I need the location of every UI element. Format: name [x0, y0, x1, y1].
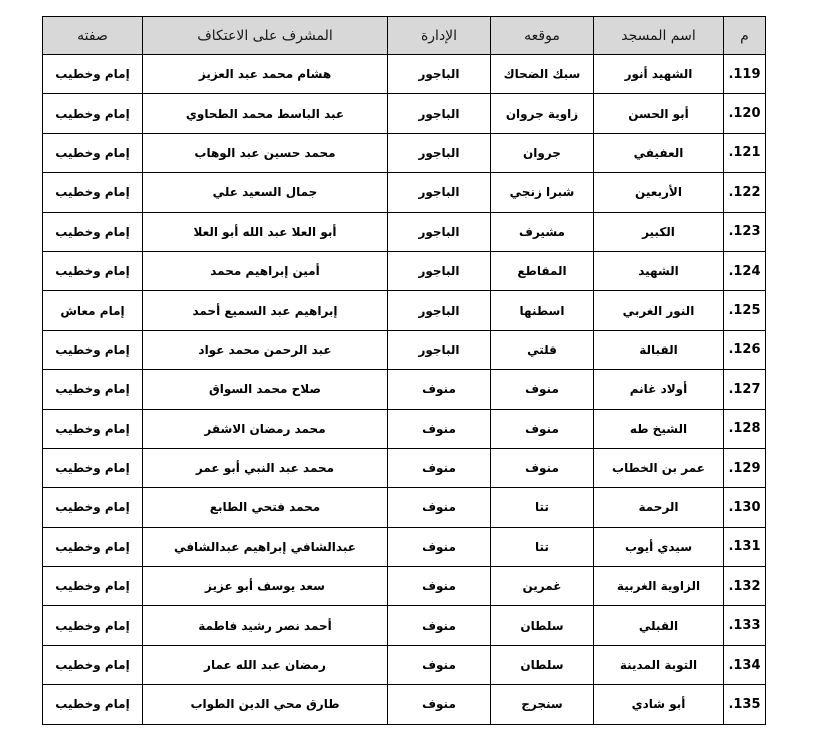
mosque-name-cell: أبو شادي	[594, 685, 724, 724]
administration-cell: الباجور	[388, 133, 491, 172]
table-row	[43, 685, 766, 724]
administration-cell: الباجور	[388, 212, 491, 251]
title-cell: إمام وخطيب	[43, 645, 143, 684]
row-number-cell: .133	[724, 606, 766, 645]
location-cell: قلتي	[491, 330, 594, 369]
table-row	[43, 291, 766, 330]
title-cell: إمام وخطيب	[43, 173, 143, 212]
row-number-cell: .134	[724, 645, 766, 684]
supervisor-cell: محمد رمضان الاشقر	[143, 409, 388, 448]
row-number-cell: .132	[724, 567, 766, 606]
row-number-cell: .119	[724, 55, 766, 94]
row-number-cell: .122	[724, 173, 766, 212]
table-row	[43, 212, 766, 251]
location-cell: غمرين	[491, 567, 594, 606]
title-cell: إمام وخطيب	[43, 527, 143, 566]
row-number-cell: .123	[724, 212, 766, 251]
location-cell: سلطان	[491, 645, 594, 684]
supervisor-cell: عبد الباسط محمد الطحاوي	[143, 94, 388, 133]
table-row	[43, 567, 766, 606]
mosque-name-cell: الأربعين	[594, 173, 724, 212]
title-cell: إمام وخطيب	[43, 409, 143, 448]
administration-cell: منوف	[388, 567, 491, 606]
location-cell: سبك الضحاك	[491, 55, 594, 94]
administration-cell: منوف	[388, 685, 491, 724]
location-cell: تتا	[491, 488, 594, 527]
mosque-name-cell: القبالة	[594, 330, 724, 369]
mosque-name-cell: عمر بن الخطاب	[594, 448, 724, 487]
mosque-name-cell: الرحمة	[594, 488, 724, 527]
mosque-name-cell: النور الغربي	[594, 291, 724, 330]
administration-cell: منوف	[388, 645, 491, 684]
mosques-itikaf-table	[42, 16, 766, 725]
table-row	[43, 251, 766, 290]
supervisor-cell: سعد يوسف أبو عزيز	[143, 567, 388, 606]
mosque-name-cell: الشيخ طه	[594, 409, 724, 448]
title-cell: إمام معاش	[43, 291, 143, 330]
header-itikaf-supervisor: المشرف على الاعتكاف	[143, 17, 388, 55]
table-row	[43, 94, 766, 133]
table-row	[43, 173, 766, 212]
supervisor-cell: رمضان عبد الله عمار	[143, 645, 388, 684]
table-row	[43, 370, 766, 409]
row-number-cell: .135	[724, 685, 766, 724]
table-row	[43, 448, 766, 487]
title-cell: إمام وخطيب	[43, 567, 143, 606]
title-cell: إمام وخطيب	[43, 94, 143, 133]
header-title: صفته	[43, 17, 143, 55]
row-number-cell: .131	[724, 527, 766, 566]
mosque-name-cell: أولاد غانم	[594, 370, 724, 409]
title-cell: إمام وخطيب	[43, 251, 143, 290]
supervisor-cell: أبو العلا عبد الله أبو العلا	[143, 212, 388, 251]
supervisor-cell: محمد حسين عبد الوهاب	[143, 133, 388, 172]
title-cell: إمام وخطيب	[43, 448, 143, 487]
row-number-cell: .126	[724, 330, 766, 369]
row-number-cell: .121	[724, 133, 766, 172]
location-cell: سنجرج	[491, 685, 594, 724]
location-cell: تتا	[491, 527, 594, 566]
administration-cell: الباجور	[388, 251, 491, 290]
administration-cell: منوف	[388, 448, 491, 487]
location-cell: زاوية جروان	[491, 94, 594, 133]
table-row	[43, 606, 766, 645]
administration-cell: الباجور	[388, 291, 491, 330]
mosque-name-cell: الزاوية الغربية	[594, 567, 724, 606]
supervisor-cell: أحمد نصر رشيد فاطمة	[143, 606, 388, 645]
administration-cell: الباجور	[388, 55, 491, 94]
supervisor-cell: هشام محمد عبد العزيز	[143, 55, 388, 94]
header-mosque-name: اسم المسجد	[594, 17, 724, 55]
table-row	[43, 527, 766, 566]
mosque-name-cell: أبو الحسن	[594, 94, 724, 133]
header-number: م	[724, 17, 766, 55]
location-cell: مشيرف	[491, 212, 594, 251]
location-cell: سلطان	[491, 606, 594, 645]
mosque-name-cell: العفيفي	[594, 133, 724, 172]
row-number-cell: .125	[724, 291, 766, 330]
administration-cell: منوف	[388, 606, 491, 645]
supervisor-cell: عبد الرحمن محمد عواد	[143, 330, 388, 369]
row-number-cell: .128	[724, 409, 766, 448]
administration-cell: منوف	[388, 409, 491, 448]
title-cell: إمام وخطيب	[43, 685, 143, 724]
administration-cell: الباجور	[388, 330, 491, 369]
administration-cell: الباجور	[388, 94, 491, 133]
location-cell: اسطنها	[491, 291, 594, 330]
mosque-name-cell: الكبير	[594, 212, 724, 251]
table-header	[43, 17, 766, 55]
table-row	[43, 488, 766, 527]
title-cell: إمام وخطيب	[43, 133, 143, 172]
administration-cell: الباجور	[388, 173, 491, 212]
location-cell: جروان	[491, 133, 594, 172]
supervisor-cell: محمد فتحي الطابع	[143, 488, 388, 527]
row-number-cell: .124	[724, 251, 766, 290]
mosque-name-cell: التوبة المدينة	[594, 645, 724, 684]
supervisor-cell: طارق محي الدين الطواب	[143, 685, 388, 724]
mosque-name-cell: سيدي أيوب	[594, 527, 724, 566]
row-number-cell: .120	[724, 94, 766, 133]
administration-cell: منوف	[388, 488, 491, 527]
location-cell: المقاطع	[491, 251, 594, 290]
header-administration: الإدارة	[388, 17, 491, 55]
mosque-name-cell: الشهيد	[594, 251, 724, 290]
table-row	[43, 330, 766, 369]
table-row	[43, 55, 766, 94]
row-number-cell: .127	[724, 370, 766, 409]
location-cell: شبرا زنجي	[491, 173, 594, 212]
supervisor-cell: عبدالشافي إبراهيم عبدالشافي	[143, 527, 388, 566]
supervisor-cell: إبراهيم عبد السميع أحمد	[143, 291, 388, 330]
table-body	[43, 55, 766, 725]
table-row	[43, 409, 766, 448]
header-location: موقعه	[491, 17, 594, 55]
title-cell: إمام وخطيب	[43, 370, 143, 409]
mosque-name-cell: القبلي	[594, 606, 724, 645]
administration-cell: منوف	[388, 527, 491, 566]
supervisor-cell: أمين إبراهيم محمد	[143, 251, 388, 290]
mosque-name-cell: الشهيد أنور	[594, 55, 724, 94]
table-row	[43, 645, 766, 684]
administration-cell: منوف	[388, 370, 491, 409]
supervisor-cell: محمد عبد النبي أبو عمر	[143, 448, 388, 487]
supervisor-cell: صلاح محمد السواق	[143, 370, 388, 409]
title-cell: إمام وخطيب	[43, 488, 143, 527]
title-cell: إمام وخطيب	[43, 330, 143, 369]
location-cell: منوف	[491, 409, 594, 448]
row-number-cell: .130	[724, 488, 766, 527]
title-cell: إمام وخطيب	[43, 212, 143, 251]
header-row	[43, 17, 766, 55]
title-cell: إمام وخطيب	[43, 55, 143, 94]
row-number-cell: .129	[724, 448, 766, 487]
location-cell: منوف	[491, 448, 594, 487]
location-cell: منوف	[491, 370, 594, 409]
title-cell: إمام وخطيب	[43, 606, 143, 645]
table-row	[43, 133, 766, 172]
supervisor-cell: جمال السعيد علي	[143, 173, 388, 212]
